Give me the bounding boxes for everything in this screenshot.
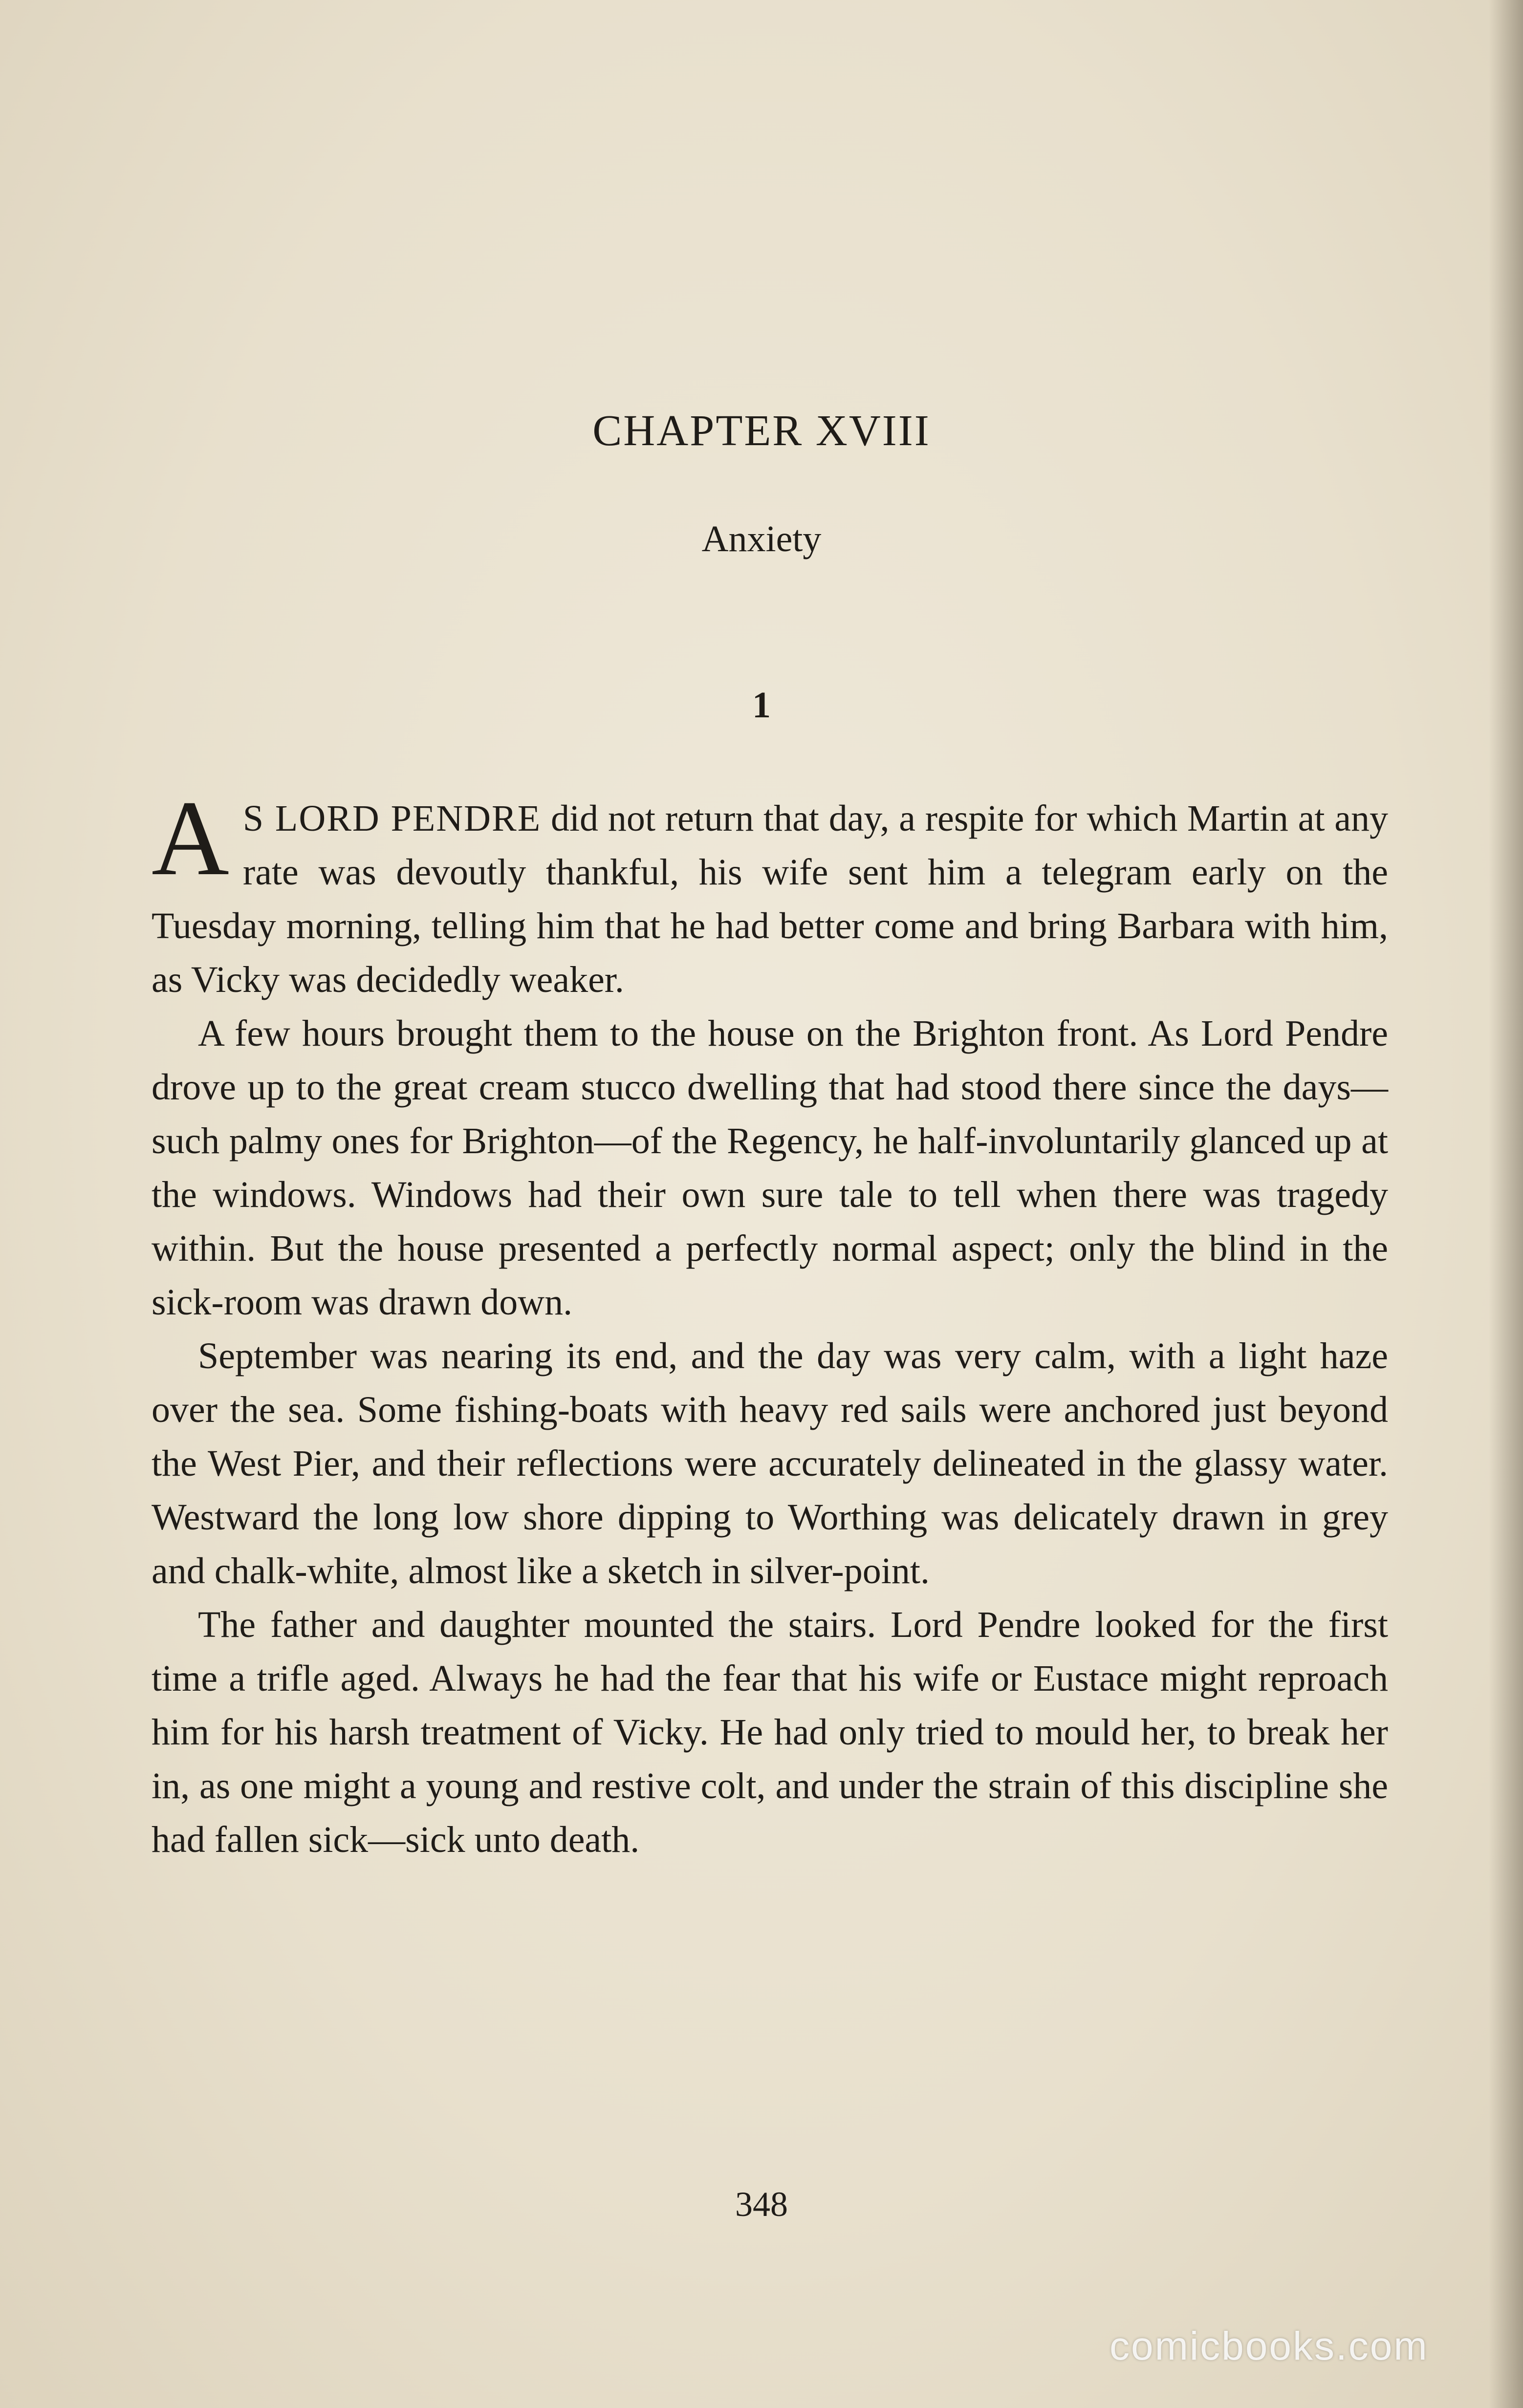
section-number: 1 [752,685,771,726]
chapter-subtitle: Anxiety [701,518,822,559]
lead-in-caps: S LORD PENDRE [242,798,542,839]
chapter-title: CHAPTER XVIII [592,407,931,455]
paragraph-3: September was nearing its end, and the day was very calm, with a light haze over the sea. Some fishing-boats with heavy red sails were anchored just beyond the West Pier, and their reflections were accurately delineated in the glassy water. Westward the long low shore dipping to Worthing was delicately drawn in grey and chalk-white, almost like a sketch in silver-point. [152,1335,1388,1591]
paragraph-1 [152,778,1388,1007]
bleed-through-header [489,98,1075,134]
drop-cap: A [152,778,229,898]
site-watermark: comicbooks.com [1110,2324,1429,2368]
paragraph-4: The father and daughter mounted the stairs. Lord Pendre looked for the first time a trifle aged. Always he had the fear that his wife or Eustace might reproach him for his harsh treatment of Vicky. He had only tried to mould her, to break her in, as one might a young and restive colt, and under the strain of this discipline she had fallen sick—sick unto death. [152,1604,1388,1860]
page-number: 348 [735,2185,788,2224]
paragraph-2: A few hours brought them to the house on the Brighton front. As Lord Pendre drove up to the great cream stucco dwelling that had stood there since the days—such palmy ones for Brighton—of the Regency, he half-involuntarily glanced up at the windows. Windows had their own sure tale to tell when there was tragedy within. But the house presented a perfectly normal aspect; only the blind in the sick-room was drawn down. [152,1013,1388,1323]
body-text [152,778,1388,1867]
page-edge-shadow [1489,0,1523,2408]
paragraph-1-text: did not return that day, a respite for which Martin at any rate was devoutly thankful, his wife sent him a telegram early on the Tuesday morning, telling him that he had better come and bring Barbara with him, as Vicky was decidedly weaker. [152,798,1388,1000]
